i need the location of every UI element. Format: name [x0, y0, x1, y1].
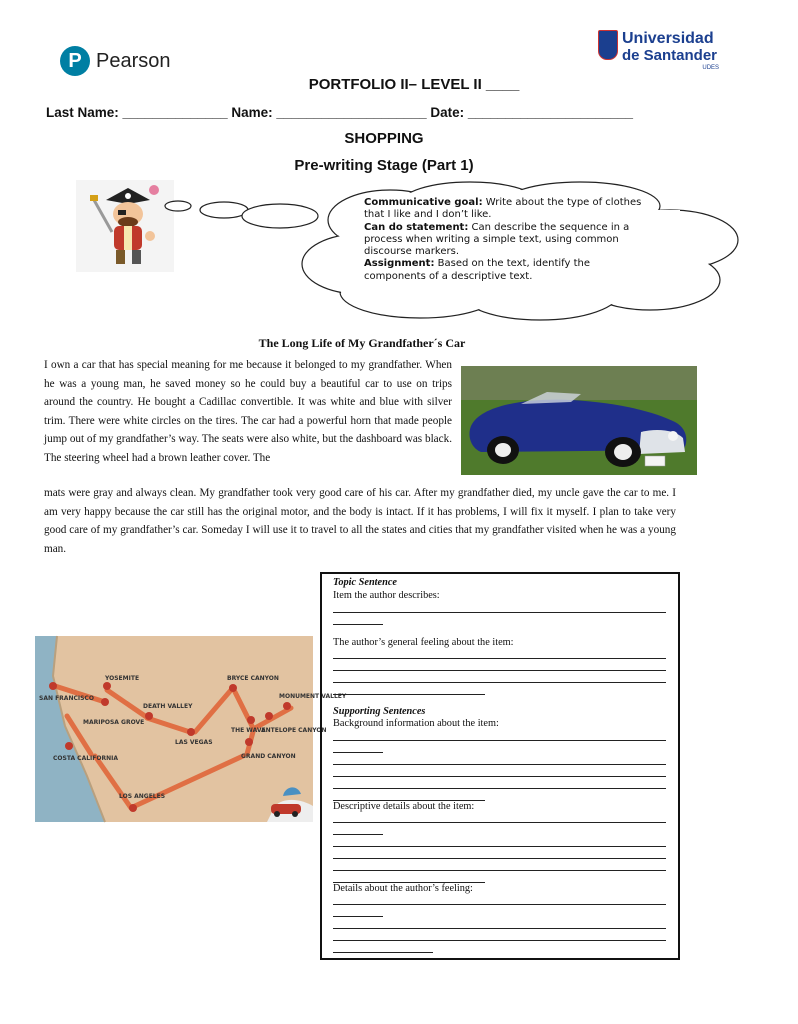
map-label-las-vegas: LAS VEGAS	[175, 739, 213, 746]
comm-goal-label: Communicative goal:	[364, 197, 483, 208]
map-label-death-valley: DEATH VALLEY	[143, 703, 193, 710]
answer-line[interactable]	[333, 904, 666, 905]
author-feeling-prompt: Details about the author’s feeling:	[333, 883, 473, 894]
can-do-text: Can describe the sequence in a process when writing a simple text, using common discourse markers.	[364, 221, 630, 258]
map-label-grand-canyon: GRAND CANYON	[241, 753, 296, 760]
map-label-mariposa: MARIPOSA GROVE	[83, 719, 145, 726]
student-fields	[46, 105, 633, 120]
item-prompt: Item the author describes:	[333, 590, 440, 601]
answer-line[interactable]	[333, 846, 666, 847]
can-do-label: Can do statement:	[364, 221, 469, 233]
reading-paragraph-part1: I own a car that has special meaning for me because it belonged to my grandfather. When he was a young man, he saved money so he could buy a beautiful car to use on trips around the country. He bought a Cadillac convertible. It was white and blue with silver trim. There were white circles on the tires. The car had a powerful horn that made people jump out of my grandfather’s way. The seats were also white, but the dashboard was black. The steering wheel had a brown leather cover. The	[44, 359, 452, 464]
answer-line[interactable]	[333, 658, 666, 659]
map-label-monument: MONUMENT VALLEY	[279, 693, 347, 700]
university-shield-icon	[598, 30, 618, 60]
pearson-logo	[60, 46, 171, 76]
answer-line[interactable]	[333, 612, 666, 613]
stage-heading: Pre-writing Stage (Part 1)	[294, 157, 474, 174]
reading-title: The Long Life of My Grandfather´s Car	[258, 336, 466, 350]
answer-line[interactable]	[333, 624, 383, 625]
worksheet-box	[320, 572, 680, 960]
map-label-bryce: BRYCE CANYON	[227, 675, 279, 682]
portfolio-title: PORTFOLIO II– LEVEL II ____	[308, 76, 520, 93]
supporting-sentences-heading: Supporting Sentences	[333, 706, 426, 717]
answer-line[interactable]	[333, 870, 666, 871]
map-label-wave: THE WAVE	[231, 727, 266, 734]
answer-line[interactable]	[333, 858, 666, 859]
university-sub: UDES	[702, 65, 720, 71]
feeling-prompt: The author’s general feeling about the item:	[333, 637, 514, 648]
goal-statements	[364, 197, 648, 283]
university-wordmark	[622, 30, 717, 64]
map-label-los-angeles: LOS ANGELES	[119, 793, 166, 800]
answer-line[interactable]	[333, 916, 383, 917]
university-line2: de Santander	[622, 47, 718, 64]
answer-line[interactable]	[333, 940, 666, 941]
answer-line[interactable]	[333, 928, 666, 929]
answer-line[interactable]	[333, 834, 383, 835]
convertible-car-photo	[461, 366, 697, 475]
topic-heading: SHOPPING	[344, 130, 424, 147]
assignment-label: Assignment:	[364, 258, 435, 270]
answer-line[interactable]	[333, 682, 666, 683]
answer-line[interactable]	[333, 670, 666, 671]
answer-line[interactable]	[333, 764, 666, 765]
background-prompt: Background information about the item:	[333, 718, 499, 729]
reading-paragraph-part2: mats were gray and always clean. My grandfather took very good care of his car. After my grandfather died, my uncle gave the car to me. I am very happy because the car still has the original motor, and the body is intact. If it has problems, I will fix it myself. I plan to take very good care of my grandfather’s car. Someday I will use it to travel to all the states and cities that my grandfather visited when he was a young man.	[44, 487, 676, 555]
answer-line[interactable]	[333, 740, 666, 741]
pearson-logo-icon: P	[60, 46, 90, 76]
answer-line[interactable]	[333, 822, 666, 823]
name-field: Name: ____________________	[231, 105, 427, 120]
answer-line[interactable]	[333, 694, 485, 695]
comm-goal-text: Write about the type of clothes that I like and I don’t like.	[364, 197, 642, 221]
map-label-yosemite: YOSEMITE	[105, 675, 140, 682]
details-prompt: Descriptive details about the item:	[333, 801, 475, 812]
pearson-wordmark: Pearson	[96, 49, 171, 72]
map-label-antelope: ANTELOPE CANYON	[261, 727, 327, 734]
answer-line[interactable]	[333, 776, 666, 777]
assignment-text: Based on the text, identify the components of a descriptive text.	[364, 258, 590, 282]
date-field: Date: ______________________	[430, 105, 634, 120]
map-label-costa: COSTA CALIFORNIA	[53, 755, 119, 762]
topic-sentence-heading: Topic Sentence	[333, 577, 397, 588]
last-name-field: Last Name: ______________	[46, 105, 228, 120]
answer-line[interactable]	[333, 952, 433, 953]
road-trip-map	[35, 636, 347, 822]
answer-line[interactable]	[333, 788, 666, 789]
answer-line[interactable]	[333, 752, 383, 753]
map-label-san-francisco: SAN FRANCISCO	[39, 695, 94, 702]
university-logo	[598, 30, 720, 71]
university-line1: Universidad	[622, 30, 714, 47]
